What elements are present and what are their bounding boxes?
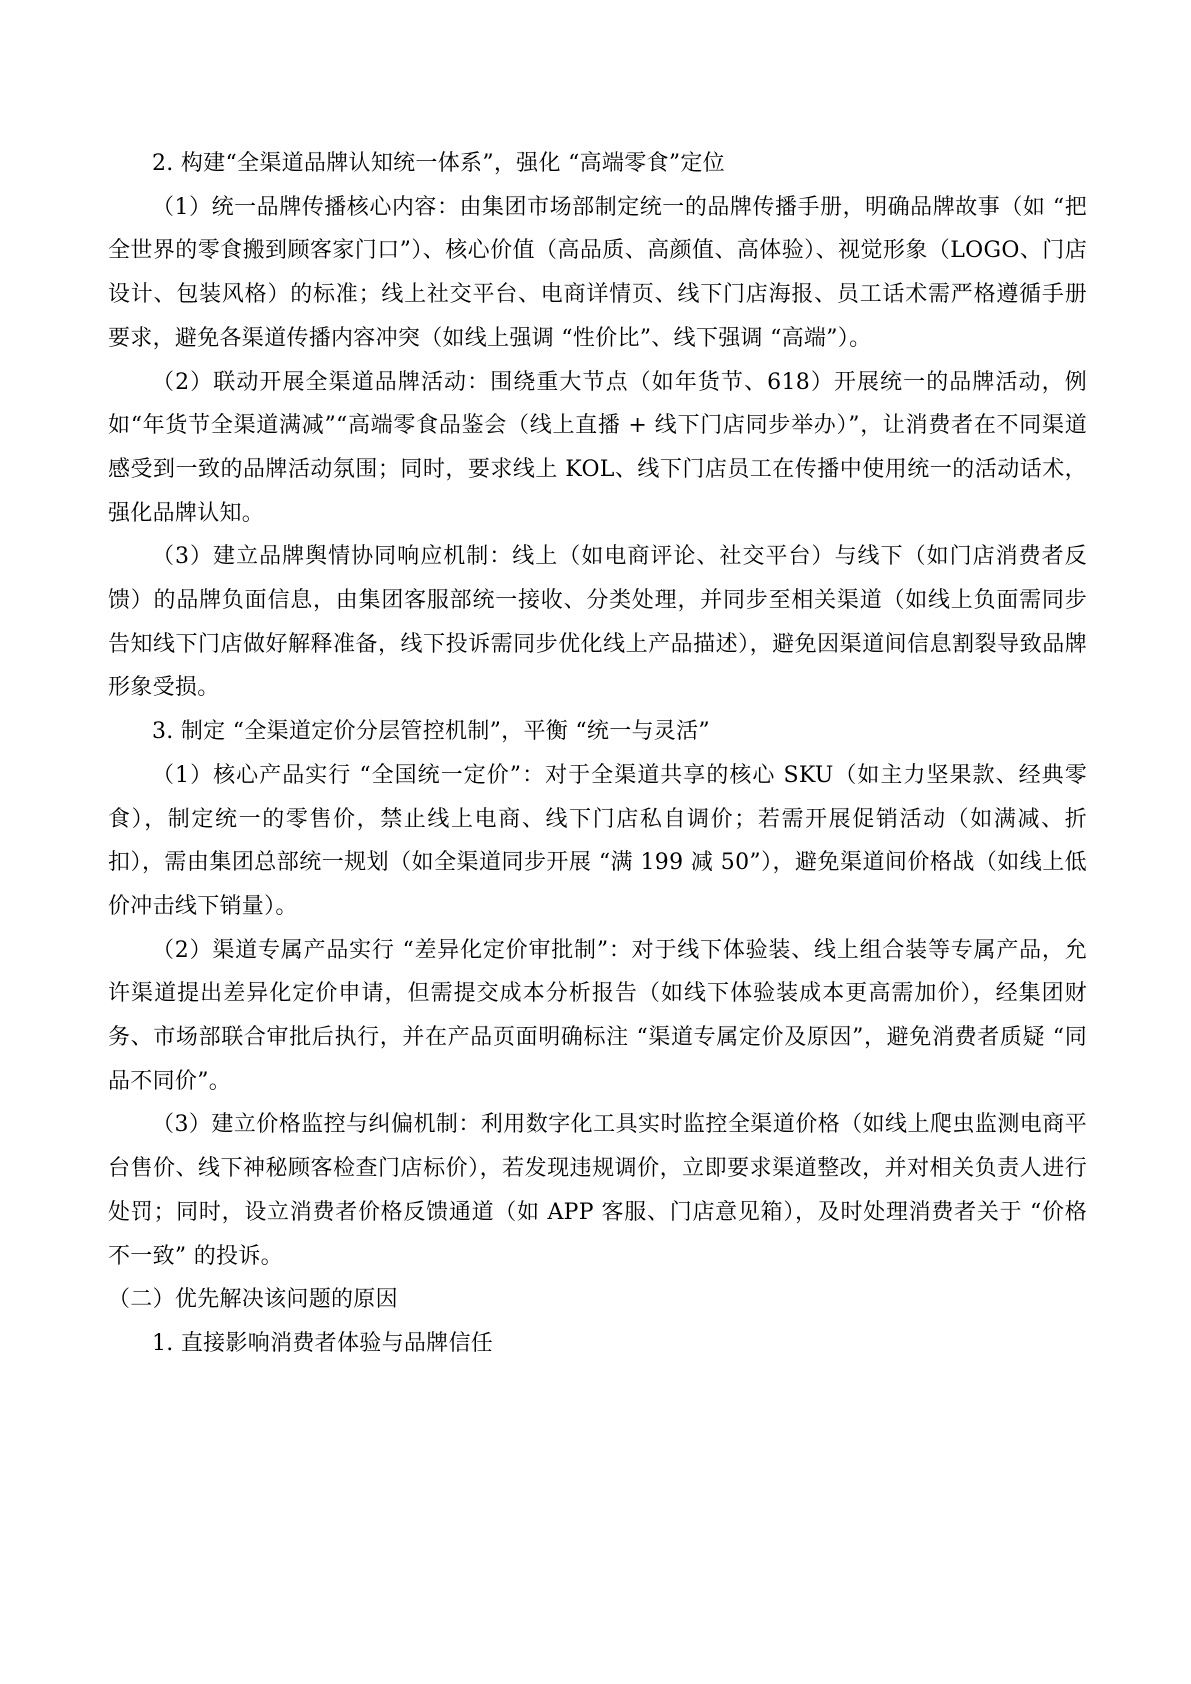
paragraph-differentiated-pricing: （2）渠道专属产品实行 “差异化定价审批制”：对于线下体验装、线上组合装等专属产品，允许渠道提出差异化定价申请，但需提交成本分析报告（如线下体验装成本更高需加价），经集团财务、市场部联合审批后执行，并在产品页面明确标注 “渠道专属定价及原因”，避免消费者质疑 “同品不同价”。 xyxy=(108,937,1087,1094)
paragraph-brand-sentiment-response: （3）建立品牌舆情协同响应机制：线上（如电商评论、社交平台）与线下（如门店消费者反馈）的品牌负面信息，由集团客服部统一接收、分类处理，并同步至相关渠道（如线上负面需同步告知线下门店做好解释准备，线下投诉需同步优化线上产品描述），避免因渠道间信息割裂导致品牌形象受损。 xyxy=(108,544,1087,701)
paragraph-price-monitoring: （3）建立价格监控与纠偏机制：利用数字化工具实时监控全渠道价格（如线上爬虫监测电商平台售价、线下神秘顾客检查门店标价），若发现违规调价，立即要求渠道整改，并对相关负责人进行处罚；同时，设立消费者价格反馈通道（如 APP 客服、门店意见箱），及时处理消费者关于 “价格不一致” 的投诉。 xyxy=(108,1112,1087,1269)
paragraph-joint-brand-activities: （2）联动开展全渠道品牌活动：围绕重大节点（如年货节、618）开展统一的品牌活动，例如“年货节全渠道满减”“高端零食品鉴会（线上直播 + 线下门店同步举办）”，让消费者在不同渠道感受到一致的品牌活动氛围；同时，要求线上 KOL、线下门店员工在传播中使用统一的活动话术，强化品牌认知。 xyxy=(108,369,1087,526)
paragraph-unified-pricing: （1）核心产品实行 “全国统一定价”：对于全渠道共享的核心 SKU（如主力坚果款、经典零食），制定统一的零售价，禁止线上电商、线下门店私自调价；若需开展促销活动（如满减、折扣），需由集团总部统一规划（如全渠道同步开展 “满 199 减 50”），避免渠道间价格战（如线上低价冲击线下销量）。 xyxy=(108,762,1087,919)
subheading-consumer-experience: 1. 直接影响消费者体验与品牌信任 xyxy=(152,1330,494,1356)
section-heading-priority-reasons: （二）优先解决该问题的原因 xyxy=(108,1287,398,1313)
document-page xyxy=(108,142,1087,1366)
section-heading-3: 3. 制定 “全渠道定价分层管控机制”，平衡 “统一与灵活” xyxy=(152,719,710,745)
section-heading-2: 2. 构建“全渠道品牌认知统一体系”，强化 “高端零食”定位 xyxy=(152,151,725,176)
paragraph-unified-brand-content: （1）统一品牌传播核心内容：由集团市场部制定统一的品牌传播手册，明确品牌故事（如 “把全世界的零食搬到顾客家门口”）、核心价值（高品质、高颜值、高体验）、视觉形象（LOGO、门店设计、包装风格）的标准；线上社交平台、电商详情页、线下门店海报、员工话术需严格遵循手册要求，避免各渠道传播内容冲突（如线上强调 “性价比”、线下强调 “高端”）。 xyxy=(108,194,1087,351)
